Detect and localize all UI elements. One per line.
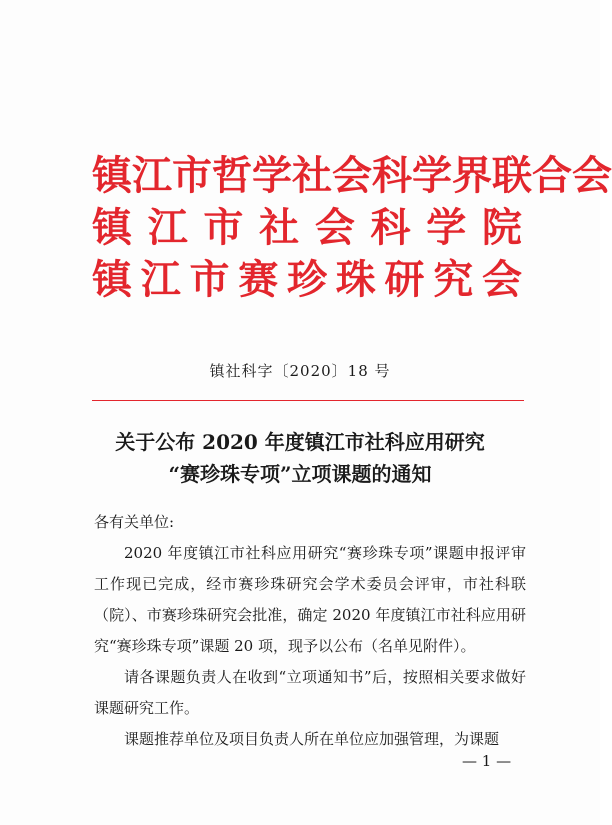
- org-char: 江: [132, 152, 172, 199]
- org-char: 联: [492, 152, 532, 199]
- title-line-2: “赛珍珠专项”立项课题的通知: [168, 462, 432, 486]
- org-line-academy: [92, 202, 522, 254]
- org-char: 镇: [92, 204, 132, 251]
- org-char: 合: [532, 152, 572, 199]
- org-char: 哲: [212, 152, 252, 199]
- org-char: 究: [433, 256, 474, 303]
- org-char: 市: [172, 152, 212, 199]
- org-char: 珍: [287, 256, 327, 303]
- org-char: 市: [189, 256, 230, 303]
- org-char: 学: [426, 204, 467, 251]
- notice-body: [94, 507, 526, 755]
- org-char: 院: [481, 204, 522, 251]
- org-char: 江: [140, 256, 181, 303]
- org-char: 社: [292, 152, 332, 199]
- title-line-1: 关于公布 2020 年度镇江市社科应用研究: [115, 430, 485, 454]
- org-char: 珠: [335, 256, 376, 303]
- org-char: 科: [372, 152, 412, 199]
- paragraph-3: 课题推荐单位及项目负责人所在单位应加强管理，为课题: [124, 730, 500, 748]
- org-char: 社: [259, 204, 300, 251]
- org-char: 研: [384, 256, 425, 303]
- org-char: 赛: [238, 256, 279, 303]
- org-char: 会: [314, 204, 355, 251]
- org-char: 科: [370, 204, 411, 251]
- page-number: — 1 —: [462, 752, 512, 770]
- document-number: 镇社科字〔2020〕18 号: [209, 362, 391, 380]
- org-char: 学: [412, 152, 452, 199]
- notice-title: [0, 426, 600, 490]
- org-char: 界: [452, 152, 492, 199]
- paragraph-1: 2020 年度镇江市社科应用研究“赛珍珠专项”课题申报评审工作现已完成，经市赛珍珠研究会学术委员会评审，市社科联（院）、市赛珍珠研究会批准，确定 2020 年度镇江市社科应用研究“赛珍珠专项”课题 20 项，现予以公布（名单见附件）。: [94, 544, 526, 655]
- issuing-organizations: [92, 150, 612, 306]
- salutation: 各有关单位:: [94, 513, 175, 531]
- org-char: 会: [572, 152, 612, 199]
- org-char: 镇: [92, 256, 132, 303]
- org-char: 会: [482, 256, 522, 303]
- paragraph-2: 请各课题负责人在收到“立项通知书”后，按照相关要求做好课题研究工作。: [94, 668, 526, 717]
- red-divider-line: [92, 400, 524, 401]
- org-char: 会: [332, 152, 372, 199]
- org-char: 镇: [92, 152, 132, 199]
- org-char: 学: [252, 152, 292, 199]
- org-char: 江: [147, 204, 188, 251]
- org-line-pearl-buck-society: [92, 254, 522, 306]
- org-line-philosophy-federation: [92, 150, 612, 202]
- org-char: 市: [203, 204, 244, 251]
